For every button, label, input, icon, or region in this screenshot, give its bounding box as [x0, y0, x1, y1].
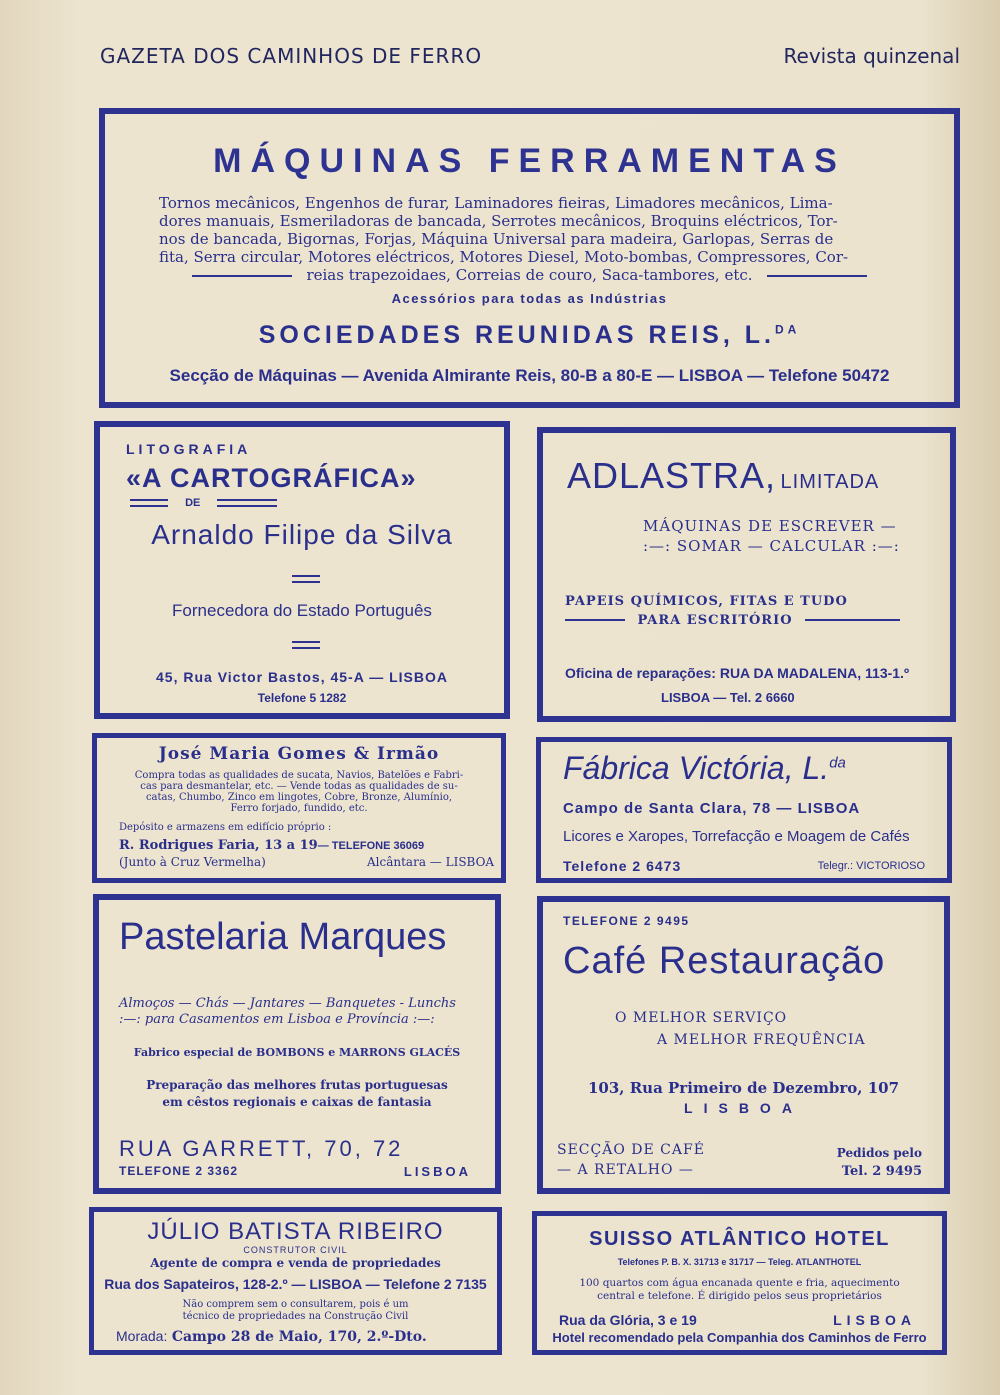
- note-1: Não comprem sem o consultarem, pois é um: [182, 1299, 409, 1310]
- role: CONSTRUTOR CIVIL: [243, 1245, 348, 1255]
- divider: [192, 275, 292, 277]
- morada-label: Morada:: [116, 1328, 168, 1344]
- ad-body-line: fita, Serra circular, Motores eléctricos, Motores Diesel, Moto-bombas, Compressores, Cor-: [159, 248, 849, 266]
- address: Rua da Glória, 3 e 19: [559, 1312, 697, 1328]
- line-2: :—: SOMAR — CALCULAR :—:: [643, 537, 900, 555]
- tagline: Fornecedora do Estado Português: [172, 601, 432, 620]
- line-2: :—: para Casamentos em Lisboa e Província :—:: [119, 1012, 435, 1027]
- ad-maquinas-ferramentas: [99, 108, 960, 408]
- ad-suisso-atlantico-hotel: [532, 1211, 947, 1355]
- company-address: Secção de Máquinas — Avenida Almirante Reis, 80-B a 80-E — LISBOA — Telefone 50472: [169, 366, 890, 385]
- phone: TELEFONE 2 3362: [119, 1164, 239, 1178]
- agent: Agente de compra e venda de propriedades: [150, 1256, 441, 1270]
- ad-body-line: reias trapezoidaes, Correias de couro, Saca-tambores, etc.: [306, 266, 753, 284]
- line-3: Fabrico especial de BOMBONS e MARRONS GLACÉS: [133, 1046, 461, 1059]
- ad-body: [159, 194, 900, 284]
- morada: Campo 28 de Maio, 170, 2.º-Dto.: [171, 1329, 427, 1345]
- deposit: Depósito e armazens em edifício próprio :: [119, 822, 332, 833]
- line-4: PARA ESCRITÓRIO: [637, 613, 793, 628]
- body-line: catas, Chumbo, Zinco em lingotes, Cobre, Bronze, Alumínio,: [145, 792, 453, 803]
- divider: [767, 275, 867, 277]
- address: Rua dos Sapateiros, 128-2.º — LISBOA — Telefone 2 7135: [104, 1276, 487, 1292]
- address: Campo de Santa Clara, 78 — LISBOA: [563, 800, 861, 817]
- line-2: central e telefone. É dirigido pelos seus proprietários: [597, 1290, 882, 1302]
- line-4: Preparação das melhores frutas portuguesas: [146, 1078, 448, 1092]
- section-2: — A RETALHO —: [557, 1162, 694, 1178]
- ad-cartografica: [94, 421, 510, 719]
- phone: LISBOA — Tel. 2 6660: [661, 690, 795, 705]
- de-line: [130, 497, 277, 509]
- section-1: SECÇÃO DE CAFÉ: [557, 1142, 705, 1158]
- address-row: [119, 836, 424, 854]
- litografia-label: LITOGRAFIA: [126, 441, 252, 457]
- body-line: Compra todas as qualidades de sucata, Navios, Batelões e Fabri-: [134, 770, 464, 781]
- telegr: Telegr.: VICTORIOSO: [817, 860, 925, 872]
- ad-title: MÁQUINAS FERRAMENTAS: [213, 142, 846, 180]
- note-2: técnico de propriedades na Construção Civil: [182, 1311, 409, 1322]
- business-name: JÚLIO BATISTA RIBEIRO: [147, 1218, 444, 1245]
- business-name-text: ADLASTRA,: [567, 455, 777, 496]
- company-name: [105, 321, 954, 350]
- company-name-text: SOCIEDADES REUNIDAS REIS, L.: [258, 321, 775, 349]
- business-name: José Maria Gomes & Irmão: [158, 744, 440, 764]
- divider: [217, 499, 277, 507]
- owner-name: Arnaldo Filipe da Silva: [151, 519, 453, 550]
- city: LISBOA: [684, 1100, 803, 1116]
- business-name: SUISSO ATLÂNTICO HOTEL: [589, 1228, 890, 1250]
- body-line: cas para desmantelar, etc. — Vende todas as qualidades de su-: [140, 781, 458, 792]
- recommendation: Hotel recomendado pela Companhia dos Caminhos de Ferro: [552, 1330, 927, 1345]
- ad-pastelaria-marques: [93, 894, 501, 1194]
- ad-cafe-restauracao: [537, 896, 950, 1194]
- ad-julio-batista-ribeiro: [89, 1207, 502, 1355]
- business-name: [567, 455, 879, 497]
- ad-body-line: Tornos mecânicos, Engenhos de furar, Laminadores fieiras, Limadores mecânicos, Lima-: [159, 194, 833, 212]
- divider: [292, 575, 320, 583]
- phone-top: TELEFONE 2 9495: [563, 914, 690, 928]
- business-name-text: Fábrica Victória, L.: [563, 750, 830, 786]
- orders-2: Tel. 2 9495: [841, 1164, 922, 1179]
- line-4-row: [565, 611, 900, 629]
- phones: Telefones P. B. X. 31713 e 31717 — Teleg. ATLANTHOTEL: [617, 1257, 862, 1267]
- ad-adlastra: [537, 427, 956, 722]
- line-3: PAPEIS QUÍMICOS, FITAS E TUDO: [565, 594, 848, 609]
- line-1: MÁQUINAS DE ESCREVER —: [643, 517, 897, 535]
- address: 45, Rua Victor Bastos, 45-A — LISBOA: [156, 669, 448, 685]
- place: Alcântara — LISBOA: [367, 855, 495, 869]
- address: 103, Rua Primeiro de Dezembro, 107: [587, 1079, 900, 1097]
- address: RUA GARRETT, 70, 72: [119, 1136, 404, 1161]
- line-5: em cêstos regionais e caixas de fantasia: [162, 1095, 432, 1109]
- city: LISBOA: [403, 1164, 471, 1179]
- address: R. Rodrigues Faria, 13 a 19: [119, 838, 318, 853]
- divider: [292, 641, 320, 649]
- near: (Junto à Cruz Vermelha): [119, 855, 266, 869]
- divider: [565, 619, 625, 621]
- magazine-subtitle: Revista quinzenal: [783, 44, 960, 68]
- line-1: 100 quartos com água encanada quente e fria, aquecimento: [579, 1277, 900, 1289]
- divider: [805, 619, 900, 621]
- phone: Telefone 2 6473: [563, 858, 682, 874]
- business-suffix: LIMITADA: [780, 471, 880, 493]
- business-name-sup: da: [829, 754, 846, 772]
- body: [119, 770, 479, 814]
- line-1: Almoços — Chás — Jantares — Banquetes - Lunchs: [119, 996, 456, 1011]
- ad-body-line-last: [159, 266, 900, 284]
- magazine-title: GAZETA DOS CAMINHOS DE FERRO: [100, 44, 483, 68]
- city: LISBOA: [833, 1312, 916, 1328]
- body-line: Ferro forjado, fundido, etc.: [230, 803, 368, 814]
- business-name: Café Restauração: [563, 940, 886, 982]
- phone: Telefone 5 1282: [257, 691, 347, 705]
- business-name: «A CARTOGRÁFICA»: [126, 463, 417, 493]
- ad-fabrica-victoria: [536, 737, 952, 883]
- accessories-line: Acessórios para todas as Indústrias: [391, 291, 668, 306]
- ad-body-line: dores manuais, Esmeriladoras de bancada, Serrotes mecânicos, Broquins eléctricos, Tor-: [159, 212, 838, 230]
- orders-1: Pedidos pelo: [836, 1146, 922, 1160]
- line-2: A MELHOR FREQUÊNCIA: [657, 1032, 866, 1048]
- company-name-sup: DA: [774, 322, 801, 337]
- phone: — TELEFONE 36069: [317, 840, 425, 852]
- de-label: DE: [185, 497, 201, 509]
- ad-body-line: nos de bancada, Bigornas, Forjas, Máquina Universal para madeira, Garlopas, Serras de: [159, 230, 834, 248]
- products: Licores e Xaropes, Torrefacção e Moagem de Cafés: [563, 828, 910, 845]
- business-name: [563, 750, 846, 787]
- business-name: Pastelaria Marques: [119, 916, 447, 958]
- morada-row: [116, 1328, 427, 1346]
- divider: [130, 499, 168, 507]
- ad-jose-maria-gomes: [92, 733, 506, 883]
- line-1: O MELHOR SERVIÇO: [615, 1010, 788, 1026]
- repairs: Oficina de reparações: RUA DA MADALENA, 113-1.º: [565, 665, 910, 681]
